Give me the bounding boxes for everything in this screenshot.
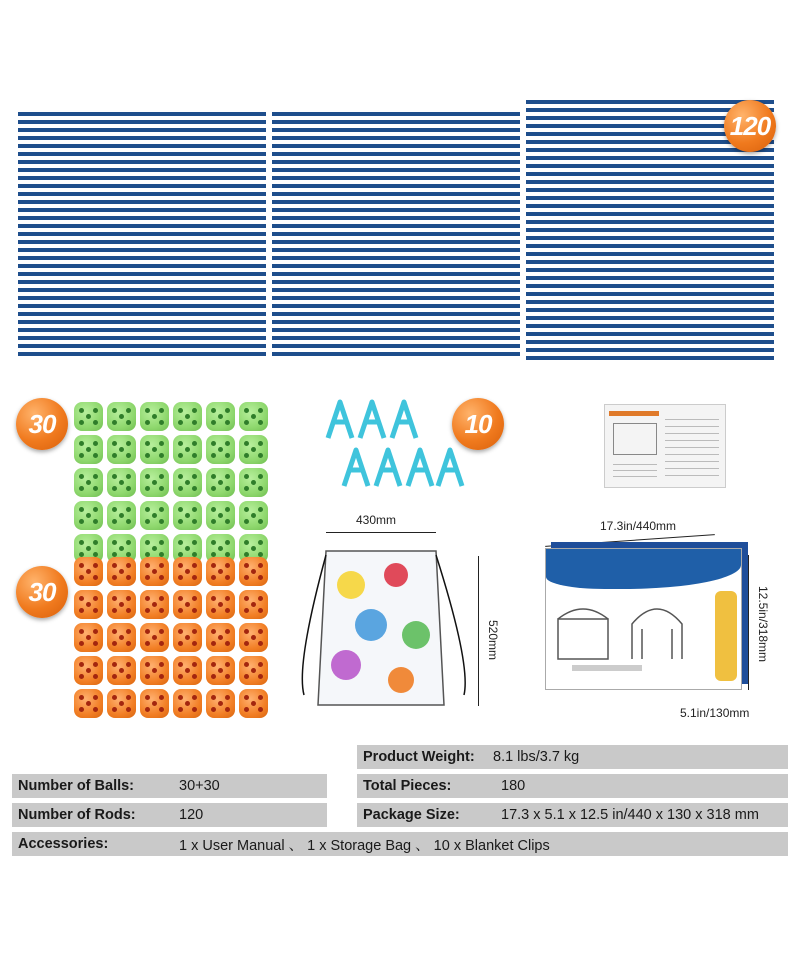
rod: [18, 304, 266, 308]
green-ball: [140, 468, 169, 497]
orange-ball: [140, 689, 169, 718]
number-of-rods-label: Number of Rods:: [18, 807, 136, 823]
rod: [18, 256, 266, 260]
rod: [272, 248, 520, 252]
orange-ball: [140, 623, 169, 652]
rod: [272, 120, 520, 124]
orange-ball: [206, 656, 235, 685]
user-manual-image: [604, 404, 726, 488]
rod: [272, 112, 520, 116]
rod: [272, 184, 520, 188]
rod: [18, 192, 266, 196]
rod: [18, 176, 266, 180]
product-weight-row: [357, 745, 788, 769]
rod: [18, 224, 266, 228]
orange-ball: [140, 656, 169, 685]
rod: [526, 220, 774, 224]
rod: [18, 288, 266, 292]
rod: [272, 320, 520, 324]
green-ball: [206, 501, 235, 530]
rod: [526, 212, 774, 216]
orange-ball: [74, 689, 103, 718]
orange-ball: [173, 623, 202, 652]
rod: [272, 224, 520, 228]
rod: [272, 304, 520, 308]
rod: [526, 228, 774, 232]
number-of-balls-row: [12, 774, 327, 798]
orange-ball: [173, 590, 202, 619]
green-ball: [239, 435, 268, 464]
green-ball: [107, 501, 136, 530]
orange-ball: [74, 590, 103, 619]
rod: [272, 240, 520, 244]
rod: [18, 112, 266, 116]
orange-ball: [173, 689, 202, 718]
bag-width-label: 430mm: [356, 513, 397, 527]
orange-ball: [206, 590, 235, 619]
rod: [18, 200, 266, 204]
rod: [272, 208, 520, 212]
rod: [18, 344, 266, 348]
orange-ball: [140, 590, 169, 619]
orange-ball: [74, 557, 103, 586]
rod: [18, 328, 266, 332]
rod: [526, 252, 774, 256]
rod: [272, 312, 520, 316]
orange-ball: [206, 623, 235, 652]
box-depth-label: 5.1in/130mm: [680, 706, 750, 720]
rod: [526, 204, 774, 208]
rod: [272, 328, 520, 332]
green-balls-grid: [72, 400, 270, 565]
orange-ball: [239, 689, 268, 718]
rod: [272, 152, 520, 156]
rod: [18, 160, 266, 164]
rod: [18, 232, 266, 236]
rod: [526, 332, 774, 336]
rods-count-badge: 120: [724, 100, 776, 152]
rod: [526, 164, 774, 168]
rod: [272, 168, 520, 172]
rod: [272, 216, 520, 220]
green-ball: [173, 435, 202, 464]
product-weight-value: 8.1 lbs/3.7 kg: [493, 749, 580, 765]
green-ball: [206, 435, 235, 464]
rod: [526, 316, 774, 320]
rod: [272, 160, 520, 164]
rod: [526, 324, 774, 328]
number-of-rods-row: [12, 803, 327, 827]
orange-ball: [206, 689, 235, 718]
rod: [526, 300, 774, 304]
orange-ball: [74, 656, 103, 685]
rod: [272, 256, 520, 260]
rod: [18, 152, 266, 156]
orange-ball: [107, 623, 136, 652]
rod: [18, 120, 266, 124]
green-ball: [74, 501, 103, 530]
orange-ball: [74, 623, 103, 652]
green-ball: [173, 402, 202, 431]
total-pieces-value: 180: [501, 778, 526, 794]
rod: [272, 336, 520, 340]
rod: [526, 348, 774, 352]
total-pieces-row: [357, 774, 788, 798]
box-height-label: 12.5in/318mm: [756, 586, 770, 663]
orange-ball: [107, 689, 136, 718]
green-ball: [140, 402, 169, 431]
orange-ball: [107, 656, 136, 685]
rod: [272, 144, 520, 148]
rod: [272, 344, 520, 348]
rod: [18, 296, 266, 300]
product-box-image: [545, 548, 742, 690]
box-length-arrow: [545, 534, 715, 547]
rod: [18, 336, 266, 340]
rod: [526, 308, 774, 312]
rod: [526, 340, 774, 344]
orange-balls-grid: [72, 555, 270, 720]
bag-width-arrow: [326, 532, 436, 533]
green-ball: [206, 468, 235, 497]
green-ball: [107, 468, 136, 497]
package-size-row: [357, 803, 788, 827]
green-ball: [173, 468, 202, 497]
accessories-row: [12, 832, 788, 856]
rod: [18, 216, 266, 220]
rod: [272, 352, 520, 356]
accessories-value: 1 x User Manual 、 1 x Storage Bag 、 10 x Blanket Clips: [179, 837, 550, 854]
box-height-arrow: [748, 555, 749, 690]
rod: [526, 260, 774, 264]
package-size-value: 17.3 x 5.1 x 12.5 in/440 x 130 x 318 mm: [501, 807, 759, 823]
orange-ball: [239, 656, 268, 685]
orange-ball: [173, 656, 202, 685]
orange-ball: [107, 590, 136, 619]
bag-height-label: 520mm: [486, 620, 500, 661]
orange-ball: [239, 590, 268, 619]
rod: [18, 280, 266, 284]
rod: [18, 312, 266, 316]
green-ball: [107, 402, 136, 431]
green-ball: [239, 501, 268, 530]
green-ball: [74, 468, 103, 497]
rod: [272, 272, 520, 276]
green-ball: [107, 435, 136, 464]
orange-ball: [239, 623, 268, 652]
green-ball: [74, 402, 103, 431]
rods-panel-middle: [272, 112, 520, 360]
rod: [526, 180, 774, 184]
green-ball: [239, 402, 268, 431]
orange-ball: [173, 557, 202, 586]
rod: [18, 184, 266, 188]
orange-ball: [107, 557, 136, 586]
rod: [18, 144, 266, 148]
total-pieces-label: Total Pieces:: [363, 778, 452, 794]
green-ball: [140, 435, 169, 464]
rod: [526, 244, 774, 248]
rod: [18, 264, 266, 268]
rod: [526, 156, 774, 160]
rod: [272, 288, 520, 292]
rod: [18, 128, 266, 132]
clips-count-badge: 10: [452, 398, 504, 450]
green-ball: [206, 402, 235, 431]
rod: [526, 284, 774, 288]
number-of-balls-value: 30+30: [179, 778, 220, 794]
orange-balls-count-badge: 30: [16, 566, 68, 618]
package-size-label: Package Size:: [363, 807, 460, 823]
number-of-rods-value: 120: [179, 807, 204, 823]
green-ball: [239, 468, 268, 497]
rod: [18, 208, 266, 212]
rod: [18, 248, 266, 252]
rod: [272, 136, 520, 140]
rod: [272, 128, 520, 132]
rod: [18, 240, 266, 244]
rod: [526, 268, 774, 272]
bag-height-arrow: [478, 556, 479, 706]
storage-bag-image: [296, 545, 476, 715]
rod: [272, 200, 520, 204]
box-length-label: 17.3in/440mm: [600, 519, 677, 533]
rod: [18, 136, 266, 140]
number-of-balls-label: Number of Balls:: [18, 778, 135, 794]
green-ball: [173, 501, 202, 530]
rod: [526, 356, 774, 360]
green-ball: [74, 435, 103, 464]
rod: [272, 192, 520, 196]
rod: [272, 176, 520, 180]
rod: [272, 280, 520, 284]
rod: [272, 296, 520, 300]
rod: [526, 236, 774, 240]
orange-ball: [140, 557, 169, 586]
green-ball: [140, 501, 169, 530]
rods-panel-left: [18, 112, 266, 360]
rod: [18, 320, 266, 324]
rod: [526, 172, 774, 176]
rod: [18, 272, 266, 276]
rod: [272, 232, 520, 236]
green-balls-count-badge: 30: [16, 398, 68, 450]
rod: [526, 188, 774, 192]
rod: [18, 352, 266, 356]
rod: [18, 168, 266, 172]
accessories-label: Accessories:: [18, 836, 109, 852]
rod: [526, 276, 774, 280]
rod: [526, 196, 774, 200]
orange-ball: [206, 557, 235, 586]
rod: [272, 264, 520, 268]
rod: [526, 292, 774, 296]
product-weight-label: Product Weight:: [363, 749, 475, 765]
orange-ball: [239, 557, 268, 586]
